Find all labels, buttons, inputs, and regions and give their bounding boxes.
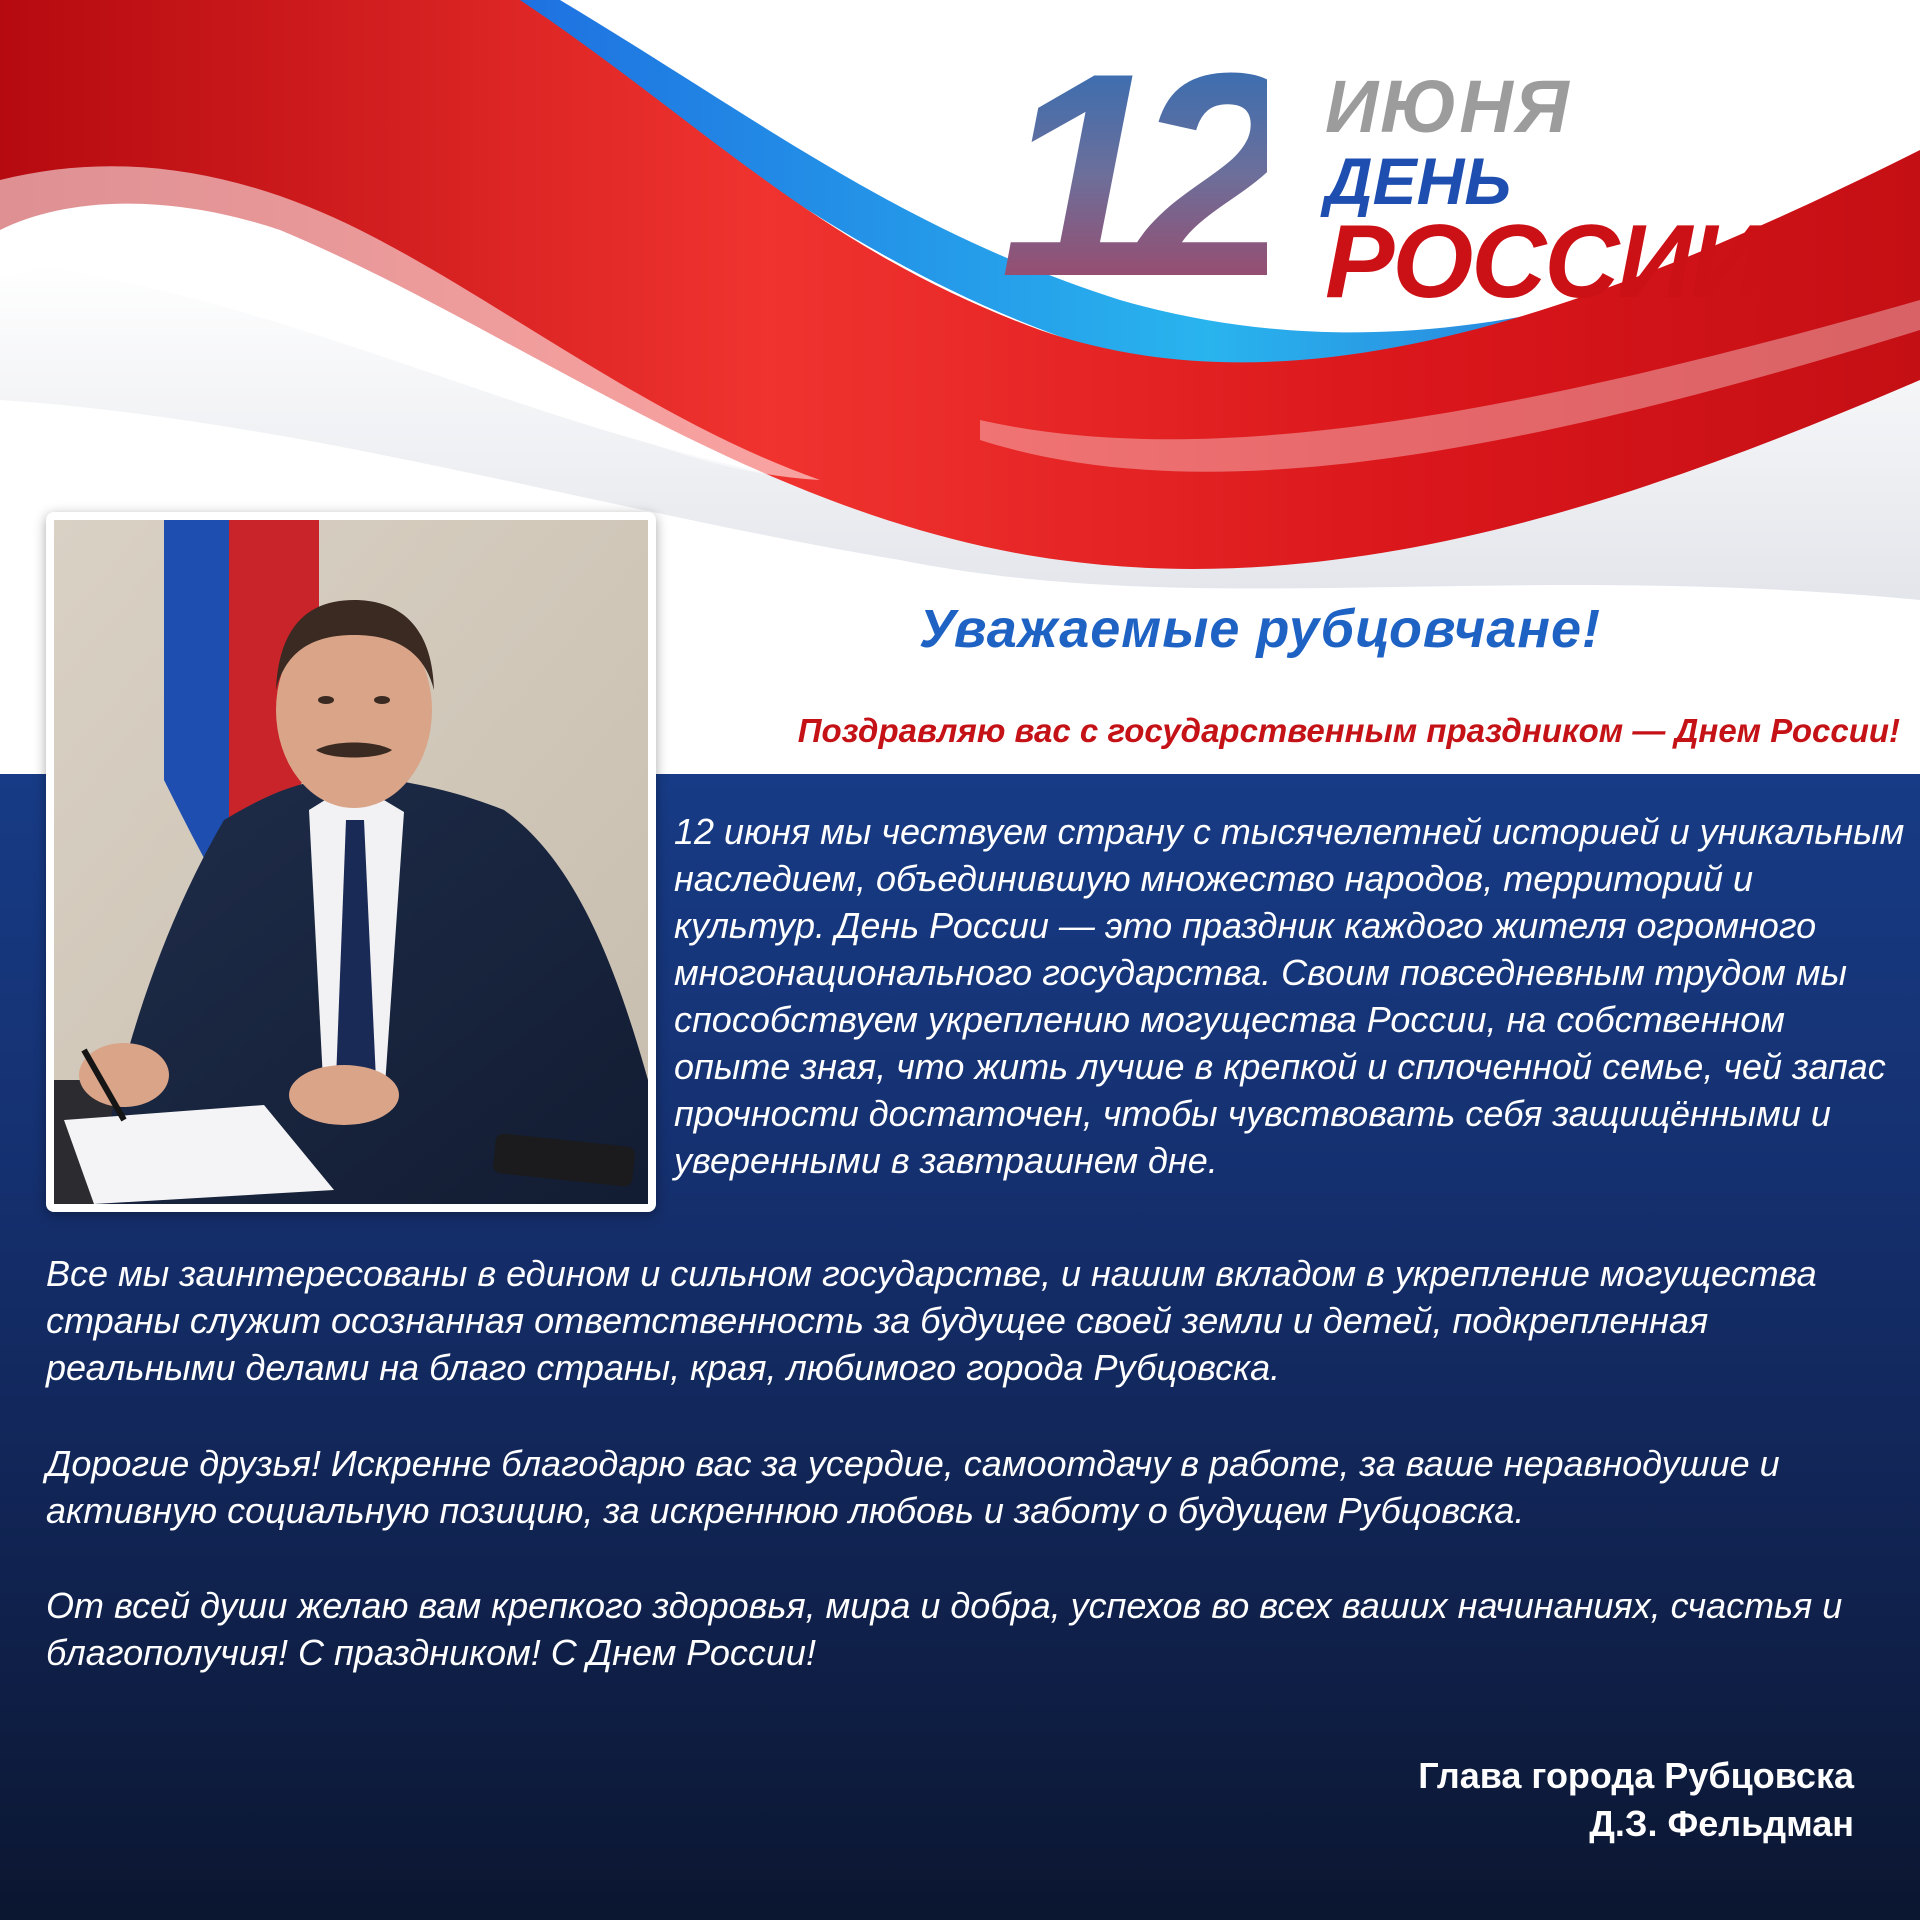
signature-title: Глава города Рубцовска — [1418, 1755, 1854, 1796]
message-paragraph-3: Дорогие друзья! Искренне благодарю вас за усердие, самоотдачу в работе, за ваше неравнодушие и активную социальную позицию, за искреннюю любовь и заботу о будущем Рубцовска. — [46, 1443, 1780, 1531]
date-header — [1000, 13, 1764, 337]
message-paragraph-2: Все мы заинтересованы в едином и сильном государстве, и нашим вкладом в укрепление могущества страны служит осознанная ответственность за будущее своей земли и детей, подкрепленная реальными делами на благо страны, края, любимого города Рубцовска. — [46, 1253, 1817, 1388]
message-paragraph-1: 12 июня мы чествуем страну с тысячелетней историей и уникальным наследием, объединившую множество народов, территорий и культур. День России — это праздник каждого жителя огромного многонационального государства. Своим повседневным трудом мы способствуем укреплению могущества России, на собственном опыте зная, что жить лучше в крепкой и сплоченной семье, чей запас прочности достаточен, чтобы чувствовать себя защищёнными и уверенными в завтрашнем дне. — [674, 811, 1905, 1181]
signature-block — [1418, 1752, 1854, 1848]
month-label: ИЮНЯ — [1325, 65, 1571, 148]
day-word-label: ДЕНЬ — [1325, 144, 1512, 218]
day-number: 12 — [1000, 13, 1267, 337]
greeting-heading: Уважаемые рубцовчане! — [919, 599, 1601, 659]
russia-label: РОССИИ — [1325, 204, 1764, 320]
portrait-frame — [46, 512, 656, 1212]
portrait-photo — [54, 520, 648, 1204]
congratulation-line: Поздравляю вас с государственным праздником — Днем России! — [797, 712, 1900, 749]
message-paragraph-4: От всей души желаю вам крепкого здоровья, мира и добра, успехов во всех ваших начинаниях, счастья и благополучия! С праздником! С Днем России! — [46, 1585, 1843, 1673]
signature-name: Д.З. Фельдман — [1589, 1803, 1854, 1844]
